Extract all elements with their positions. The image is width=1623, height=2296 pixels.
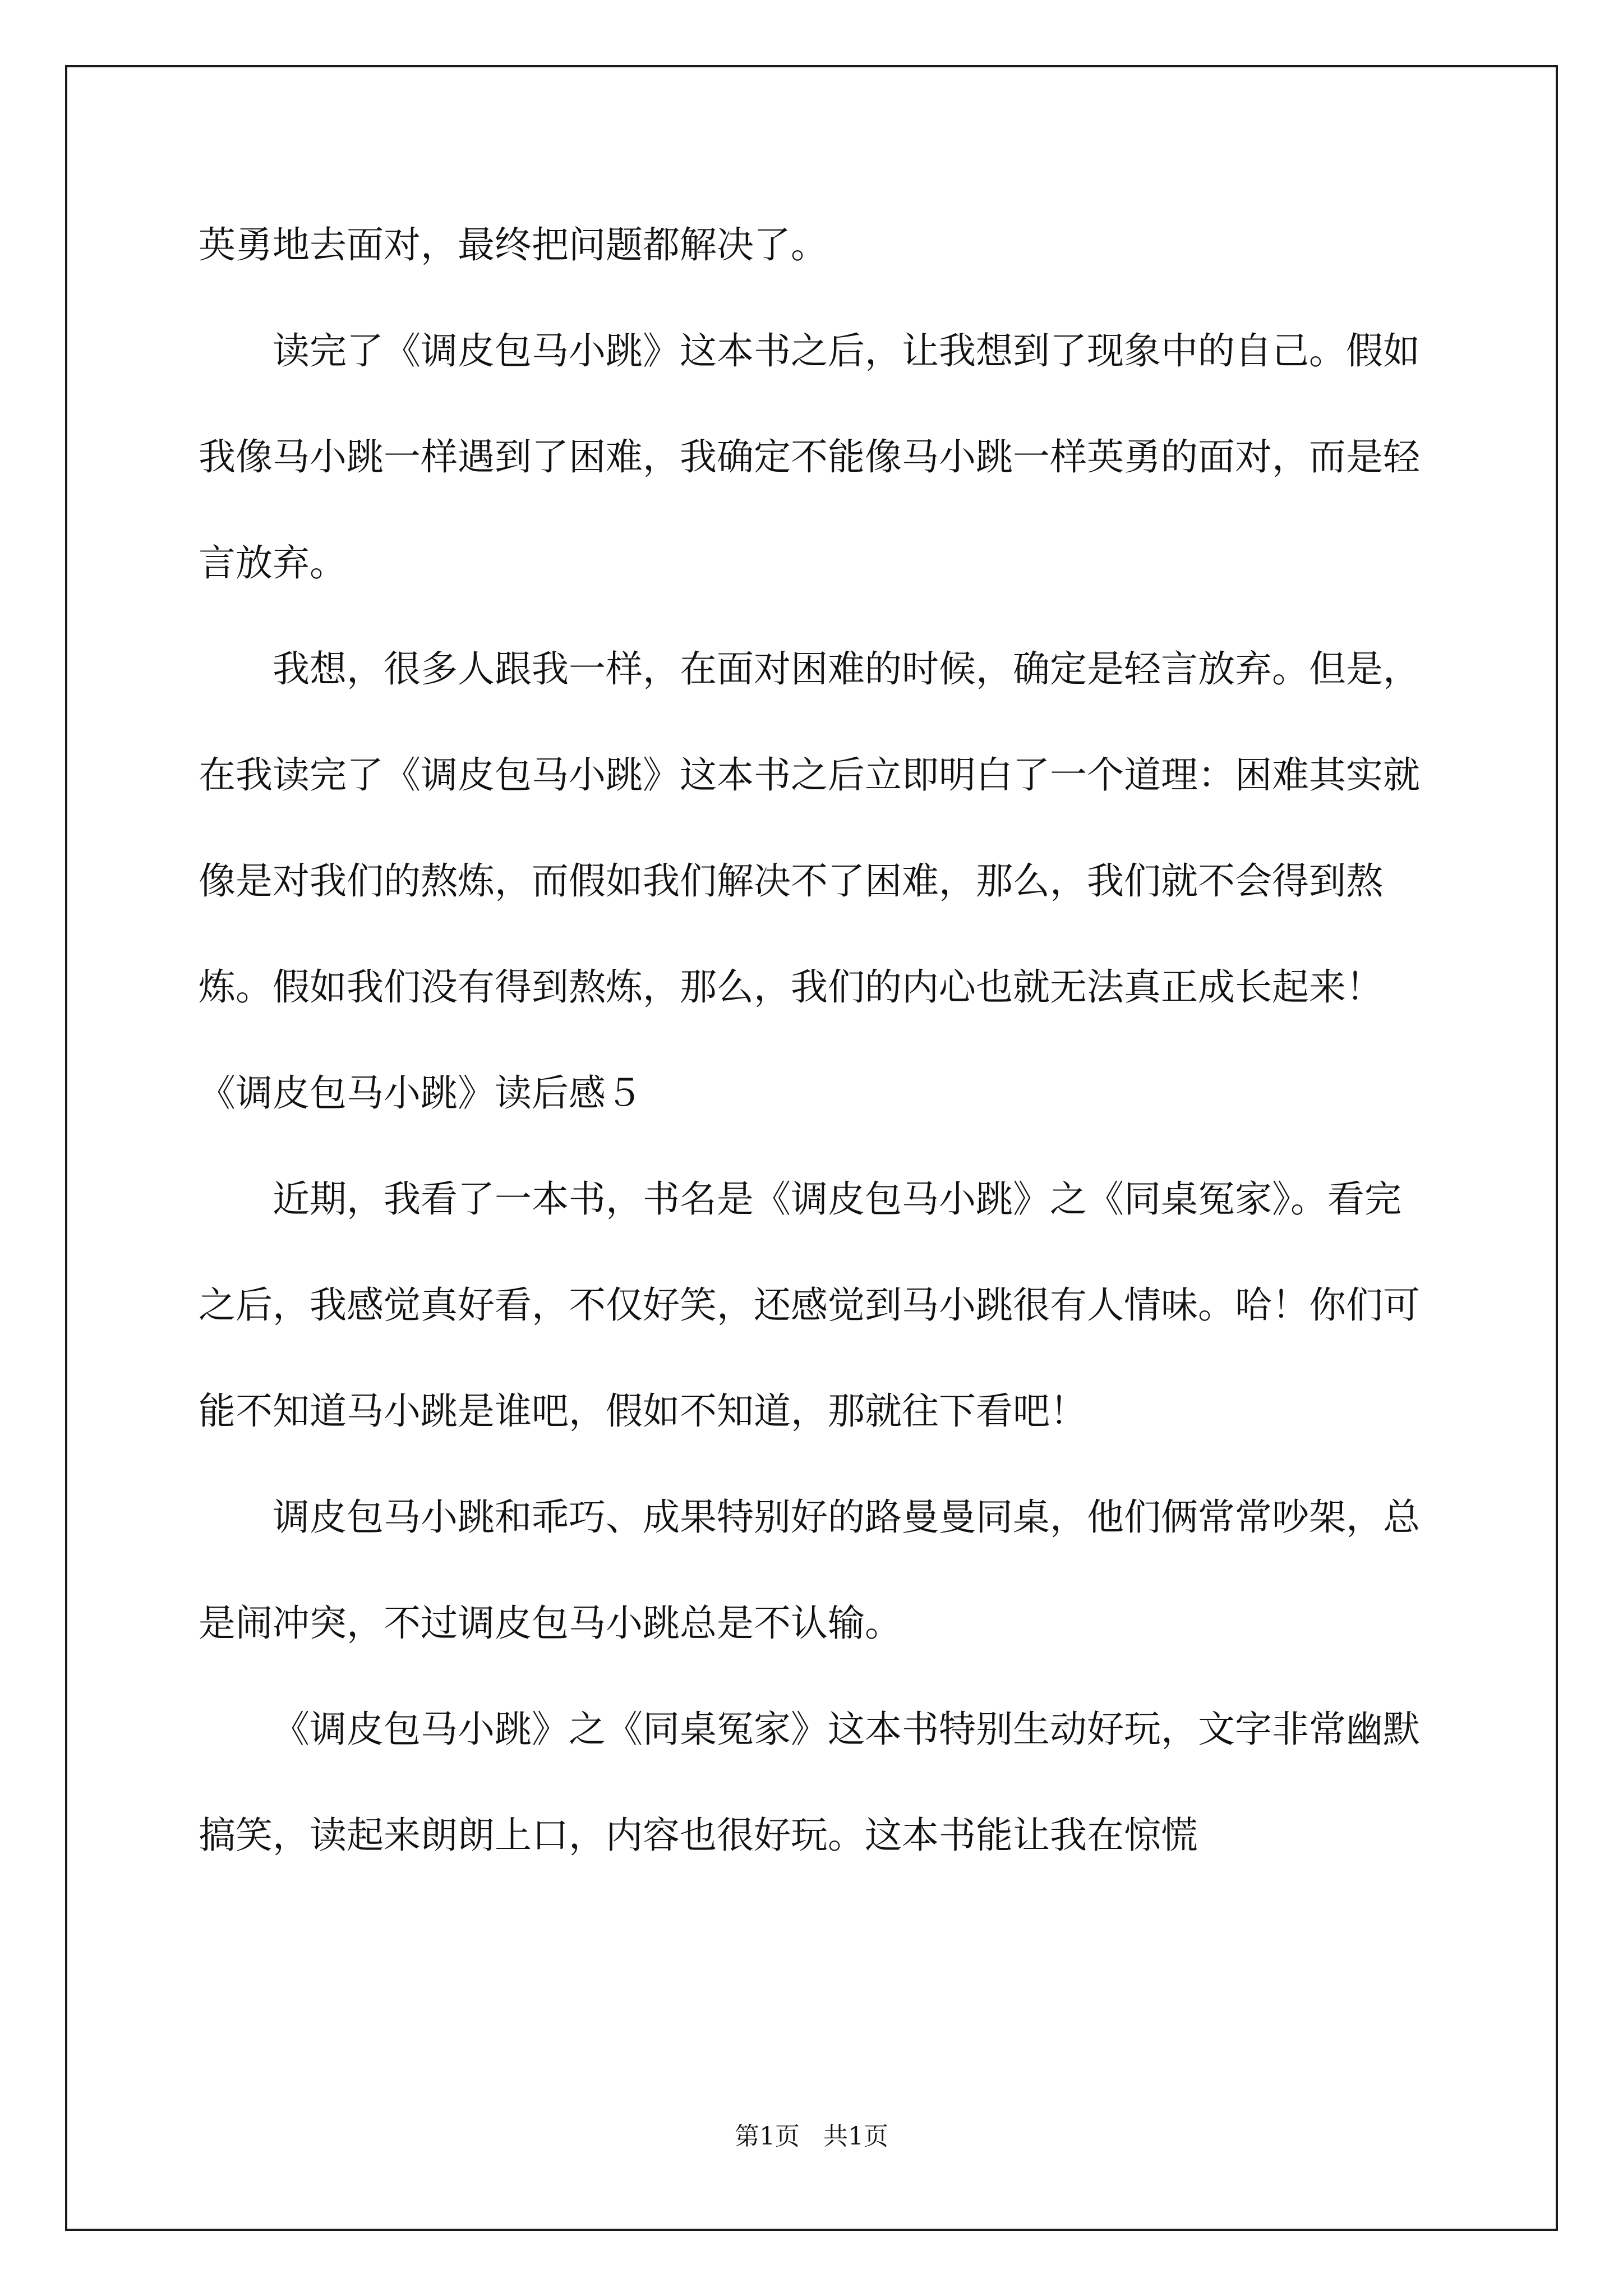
section-heading: 《调皮包马小跳》读后感５ [199, 1071, 643, 1115]
paragraph-1: 英勇地去面对，最终把问题都解决了。 [199, 223, 828, 266]
page-total: 共1页 [823, 2122, 888, 2151]
page-footer [0, 2116, 1623, 2152]
paragraph-5: 调皮包马小跳和乖巧、成果特别好的路曼曼同桌，他们俩常常吵架，总是闹冲突，不过调皮包马小跳总是不认输。 [199, 1496, 1420, 1645]
paragraph-2: 读完了《调皮包马小跳》这本书之后，让我想到了现象中的自己。假如我像马小跳一样遇到了困难，我确定不能像马小跳一样英勇的面对，而是轻言放弃。 [199, 329, 1420, 585]
paragraph-3: 我想，很多人跟我一样，在面对困难的时候，确定是轻言放弃。但是，在我读完了《调皮包马小跳》这本书之后立即明白了一个道理：困难其实就像是对我们的熬炼，而假如我们解决不了困难，那么，我们就不会得到熬炼。假如我们没有得到熬炼，那么，我们的内心也就无法真正成长起来！ [199, 647, 1420, 1009]
paragraph-6: 《调皮包马小跳》之《同桌冤家》这本书特别生动好玩，文字非常幽默搞笑，读起来朗朗上口，内容也很好玩。这本书能让我在惊慌 [199, 1708, 1420, 1857]
document-body [199, 192, 1432, 1888]
paragraph-4: 近期，我看了一本书，书名是《调皮包马小跳》之《同桌冤家》。看完之后，我感觉真好看，不仅好笑，还感觉到马小跳很有人情味。哈！你们可能不知道马小跳是谁吧，假如不知道，那就往下看吧！ [199, 1177, 1420, 1433]
page-number: 第1页 [735, 2122, 800, 2151]
